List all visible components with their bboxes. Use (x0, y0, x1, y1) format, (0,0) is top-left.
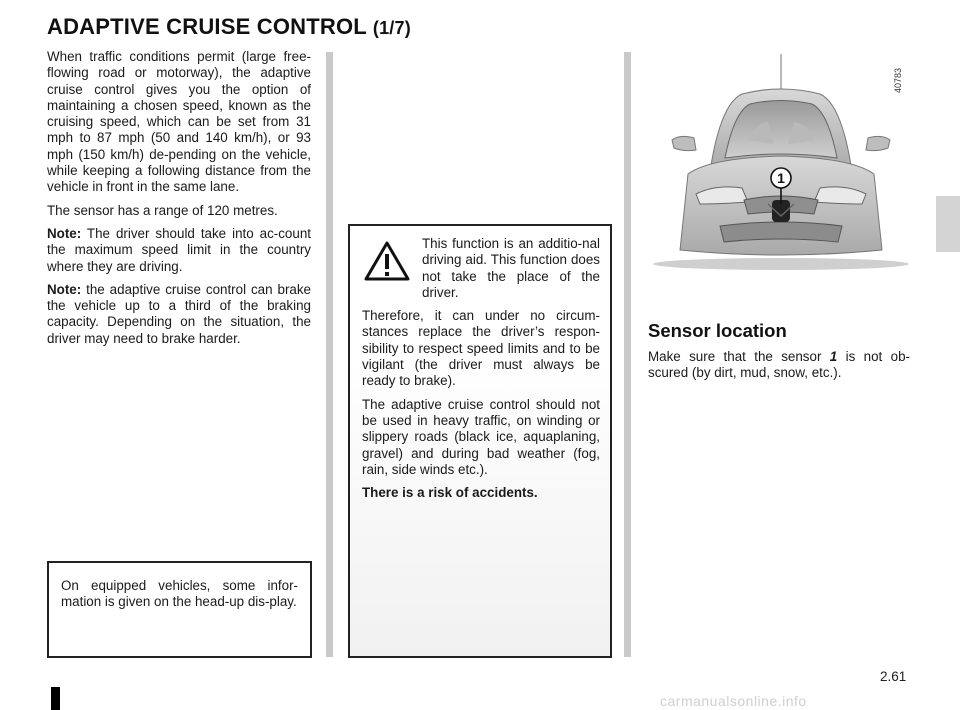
head-up-display-info-box (47, 561, 312, 658)
page-title-section: (1/7) (372, 18, 411, 38)
corner-mark (51, 687, 60, 710)
info-box-text: On equipped vehicles, some infor-mation is given on the head-up dis-play. (61, 578, 298, 610)
page-number: 2.61 (880, 669, 907, 684)
figure-code: 40783 (893, 67, 903, 93)
warning-lead-text: This function is an additio-nal driving aid. This function does not take the place of the driver. (422, 236, 600, 300)
sensor-text-before: Make sure that the sensor (648, 349, 830, 364)
warning-box (348, 224, 612, 658)
note-speed-limit (47, 226, 311, 275)
note-label: Note: (47, 281, 82, 297)
sensor-location-text (648, 349, 910, 382)
note-braking (47, 282, 311, 347)
left-column (47, 49, 311, 354)
sensor-location-heading: Sensor location (648, 320, 787, 341)
sensor-range-paragraph: The sensor has a range of 120 metres. (47, 202, 278, 218)
note-label: Note: (47, 225, 82, 241)
callout-number: 1 (777, 170, 785, 186)
watermark: carmanualsonline.info (660, 693, 807, 709)
warning-paragraph: The adaptive cruise control should not be used in heavy traffic, on winding or slippery roads (black ice, aquaplaning, gravel) and during bad weather (fog, rain, side winds etc.). (362, 396, 600, 477)
column-divider-right (624, 52, 631, 657)
page-title-text: ADAPTIVE CRUISE CONTROL (47, 14, 367, 39)
warning-risk-bold: There is a risk of accidents. (362, 485, 538, 501)
sensor-text-after: is not ob-scured (by dirt, mud, snow, etc.). (648, 349, 910, 381)
page-title (47, 14, 411, 40)
section-tab-marker (936, 196, 960, 252)
column-divider-left (326, 52, 333, 657)
warning-header (362, 236, 600, 301)
note-text: the adaptive cruise control can brake the vehicle up to a third of the braking capacity. Depending on the situation, the driver may need to brake harder. (47, 281, 311, 346)
note-text: The driver should take into ac-count the maximum speed limit in the country where they are driving. (47, 225, 311, 274)
car-front-illustration (650, 54, 912, 272)
intro-paragraph: When traffic conditions permit (large free-flowing road or motorway), the adaptive cruise control gives you the option of maintaining a chosen speed, known as the cruising speed, which can be set from 31 mph to 87 mph (50 and 140 km/h), or 93 mph (150 km/h) de-pending on the vehicle, while keeping a following distance from the vehicle in front in the same lane. (47, 49, 311, 195)
warning-triangle-icon (364, 240, 410, 282)
sensor-reference: 1 (829, 349, 838, 364)
warning-paragraph: Therefore, it can under no circum-stances replace the driver’s respon-sibility to respect speed limits and to be vigilant (the driver must always be ready to brake). (362, 308, 600, 389)
warning-risk-text (362, 485, 600, 501)
